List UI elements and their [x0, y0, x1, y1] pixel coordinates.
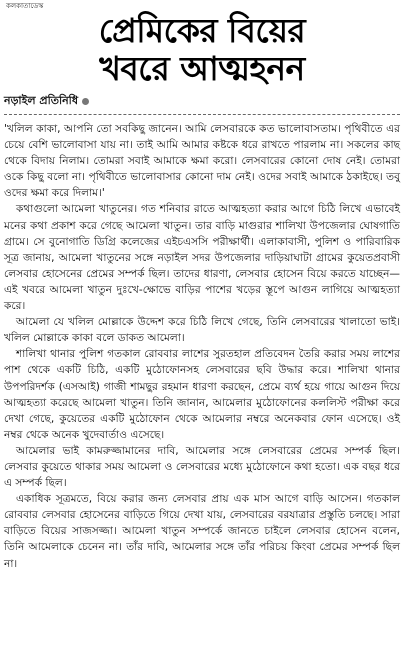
headline-line-1: প্রেমিকের বিয়ের [98, 11, 306, 50]
byline [4, 92, 400, 110]
paragraph-6: একাধিক সূত্রমতে, বিয়ে করার জন্য লেসবার প্রায় এক মাস আগে বাড়ি আসেন। গতকাল রোববার লেসবার হোসেনের বাড়িতে গিয়ে দেখা যায়, লেসবারের বরযাত্রার প্রস্তুতি চলছে। সারা বাড়িতে বিয়ের সাজসজ্জা। আমেলা খাতুন সম্পর্কে জানতে চাইলে লেসবার হোসেন বলেন, তিনি আমেলাকে চেনেন না। তাঁর দাবি, আমেলার সঙ্গে তাঁর পরিচয় কিংবা প্রেমের সম্পর্ক ছিল না। [4, 493, 400, 570]
headline-line-2: খবরে আত্মহনন [99, 49, 305, 88]
paragraph-2: কথাগুলো আমেলা খাতুনের। গত শনিবার রাতে আত্মহত্যা করার আগে চিঠি লিখে এভাবেই মনের কথা প্রকাশ করে গেছে আমেলা খাতুন। তার বাড়ি মাগুরার শালিখা উপজেলার ঘোষগাতি গ্রামে। সে বুনোগাতি ডিগ্রি কলেজের এইচএসসি পরীক্ষার্থী। এলাকাবাসী, পুলিশ ও পারিবারিক সূত্র জানায়, আমেলা খাতুনের সঙ্গে নড়াইল সদর উপজেলার দাড়িয়াঘাটা গ্রামের কুয়েতপ্রবাসী লেসবার হোসেনের প্রেমের সম্পর্ক ছিল। তাদের ধারণা, লেসবার হোসেন বিয়ে করতে যাচ্ছেন—এই খবরে আমেলা খাতুন দুঃখে-ক্ষোভে বাড়ির পাশের খড়ের স্তূপে আগুন লাগিয়ে আত্মহত্যা করে। [4, 203, 400, 313]
paragraph-4: শালিখা থানার পুলিশ গতকাল রোববার লাশের সুরতহাল প্রতিবেদন তৈরি করার সময় লাশের পাশ থেকে একটি চিঠি, একটি মুঠোফোনসহ লেসবারের ছবি উদ্ধার করে। শালিখা থানার উপপরিদর্শক (এসআই) গাজী শামছুর রহমান ধারণা করছেন, প্রেমে ব্যর্থ হয়ে গায়ে আগুন দিয়ে আত্মহত্যা করেছে আমেলা খাতুন। তিনি জানান, আমেলার মুঠোফোনের কললিস্ট পরীক্ষা করে দেখা গেছে, কুয়েতের একটি মুঠোফোন থেকে আমেলার নম্বরে অনেকবার ফোন এসেছে। ওই নম্বর থেকে অনেক খুদেবার্তাও এসেছে। [4, 348, 400, 441]
article-body [4, 121, 400, 572]
article [4, 0, 400, 572]
divider [4, 114, 400, 115]
paragraph-5: আমেলার ভাই কামরুজ্জামানের দাবি, আমেলার সঙ্গে লেসবারের প্রেমের সম্পর্ক ছিল। লেসবার কুয়েতে থাকার সময় আমেলা ও লেসবারের মধ্যে মুঠোফোনে কথা হতো। এক বছর ধরে এ সম্পর্ক ছিল। [4, 444, 400, 490]
paragraph-1: 'খলিল কাকা, আপনি তো সবকিছু জানেন। আমি লেসবারকে কত ভালোবাসতাম। পৃথিবীতে এর চেয়ে বেশি ভালোবাসা যায় না। তাই আমি আমার কষ্টকে ধরে রাখতে পারলাম না। সকলের কাছ থেকে বিদায় নিলাম। তোমরা সবাই আমাকে ক্ষমা করো। লেসবারের কোনো দোষ নেই। তোমরা ওকে কিছু বলো না। পৃথিবীতে ভালোবাসার কোনো দাম নেই। ওদের সবাই আমাকে ঠকাইছে। তবু ওদের ক্ষমা করে দিলাম।' [4, 123, 400, 200]
bullet-icon [82, 98, 89, 105]
masthead: কলকাতাডেস্ক [6, 2, 44, 10]
byline-text: নড়াইল প্রতিনিধি [4, 94, 78, 107]
headline [4, 12, 400, 88]
paragraph-3: আমেলা যে খলিল মোল্লাকে উদ্দেশ করে চিঠি লিখে গেছে, তিনি লেসবারের খালাতো ভাই। খলিল মোল্লাকে কাকা বলে ডাকত আমেলা। [4, 316, 400, 345]
